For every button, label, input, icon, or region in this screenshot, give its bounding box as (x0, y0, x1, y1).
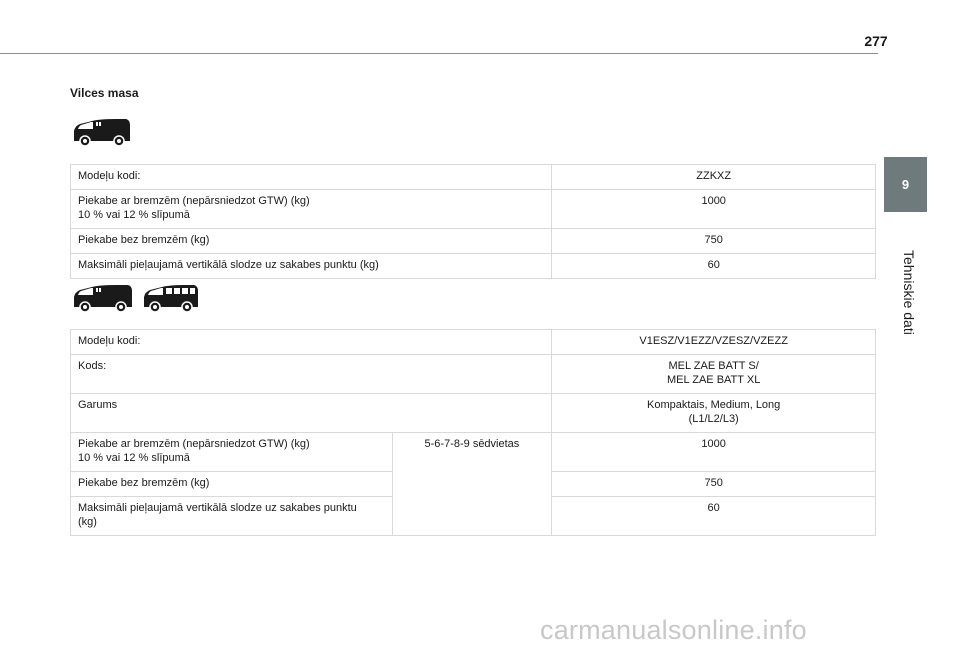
van-icon (70, 285, 134, 313)
section-title: Vilces masa (70, 86, 139, 100)
row-value: 750 (552, 229, 876, 254)
row-label: Piekabe bez bremzēm (kg) (71, 229, 552, 254)
row-value: 1000 (552, 433, 876, 472)
table-row (71, 394, 876, 433)
table-towing-v1esz (70, 329, 876, 536)
van-icon (70, 119, 132, 147)
watermark: carmanualsonline.info (540, 615, 807, 645)
row-value: 1000 (552, 190, 876, 229)
header-rule (0, 53, 878, 54)
row-label: Garums (71, 394, 552, 433)
row-value: V1ESZ/V1EZZ/VZESZ/VZEZZ (552, 330, 876, 355)
passenger-van-icon (140, 285, 200, 313)
row-value: ZZKXZ (552, 165, 876, 190)
table-row (71, 355, 876, 394)
chapter-title: Tehniskie dati (901, 250, 917, 335)
row-value: 60 (552, 497, 876, 536)
row-label: Maksimāli pieļaujamā vertikālā slodze uz sakabes punktu (kg) (71, 497, 393, 536)
row-value: 60 (552, 254, 876, 279)
chapter-tab[interactable] (884, 157, 927, 212)
table-towing-zzkxz (70, 164, 876, 279)
table-row (71, 190, 876, 229)
row-value: Kompaktais, Medium, Long (L1/L2/L3) (552, 394, 876, 433)
row-label: Piekabe bez bremzēm (kg) (71, 472, 393, 497)
chapter-number: 9 (901, 177, 910, 192)
table-row (71, 330, 876, 355)
row-value: 750 (552, 472, 876, 497)
row-label: Kods: (71, 355, 552, 394)
row-label: Maksimāli pieļaujamā vertikālā slodze uz sakabes punktu (kg) (71, 254, 552, 279)
row-label: Modeļu kodi: (71, 165, 552, 190)
row-label: Modeļu kodi: (71, 330, 552, 355)
seat-config: 5-6-7-8-9 sēdvietas (392, 433, 552, 536)
page-number: 277 (864, 33, 888, 49)
row-value: MEL ZAE BATT S/ MEL ZAE BATT XL (552, 355, 876, 394)
row-label: Piekabe ar bremzēm (nepārsniedzot GTW) (kg) 10 % vai 12 % slīpumā (71, 190, 552, 229)
table-row (71, 433, 876, 472)
table-row (71, 165, 876, 190)
table-row (71, 229, 876, 254)
row-label: Piekabe ar bremzēm (nepārsniedzot GTW) (kg) 10 % vai 12 % slīpumā (71, 433, 393, 472)
table-row (71, 254, 876, 279)
